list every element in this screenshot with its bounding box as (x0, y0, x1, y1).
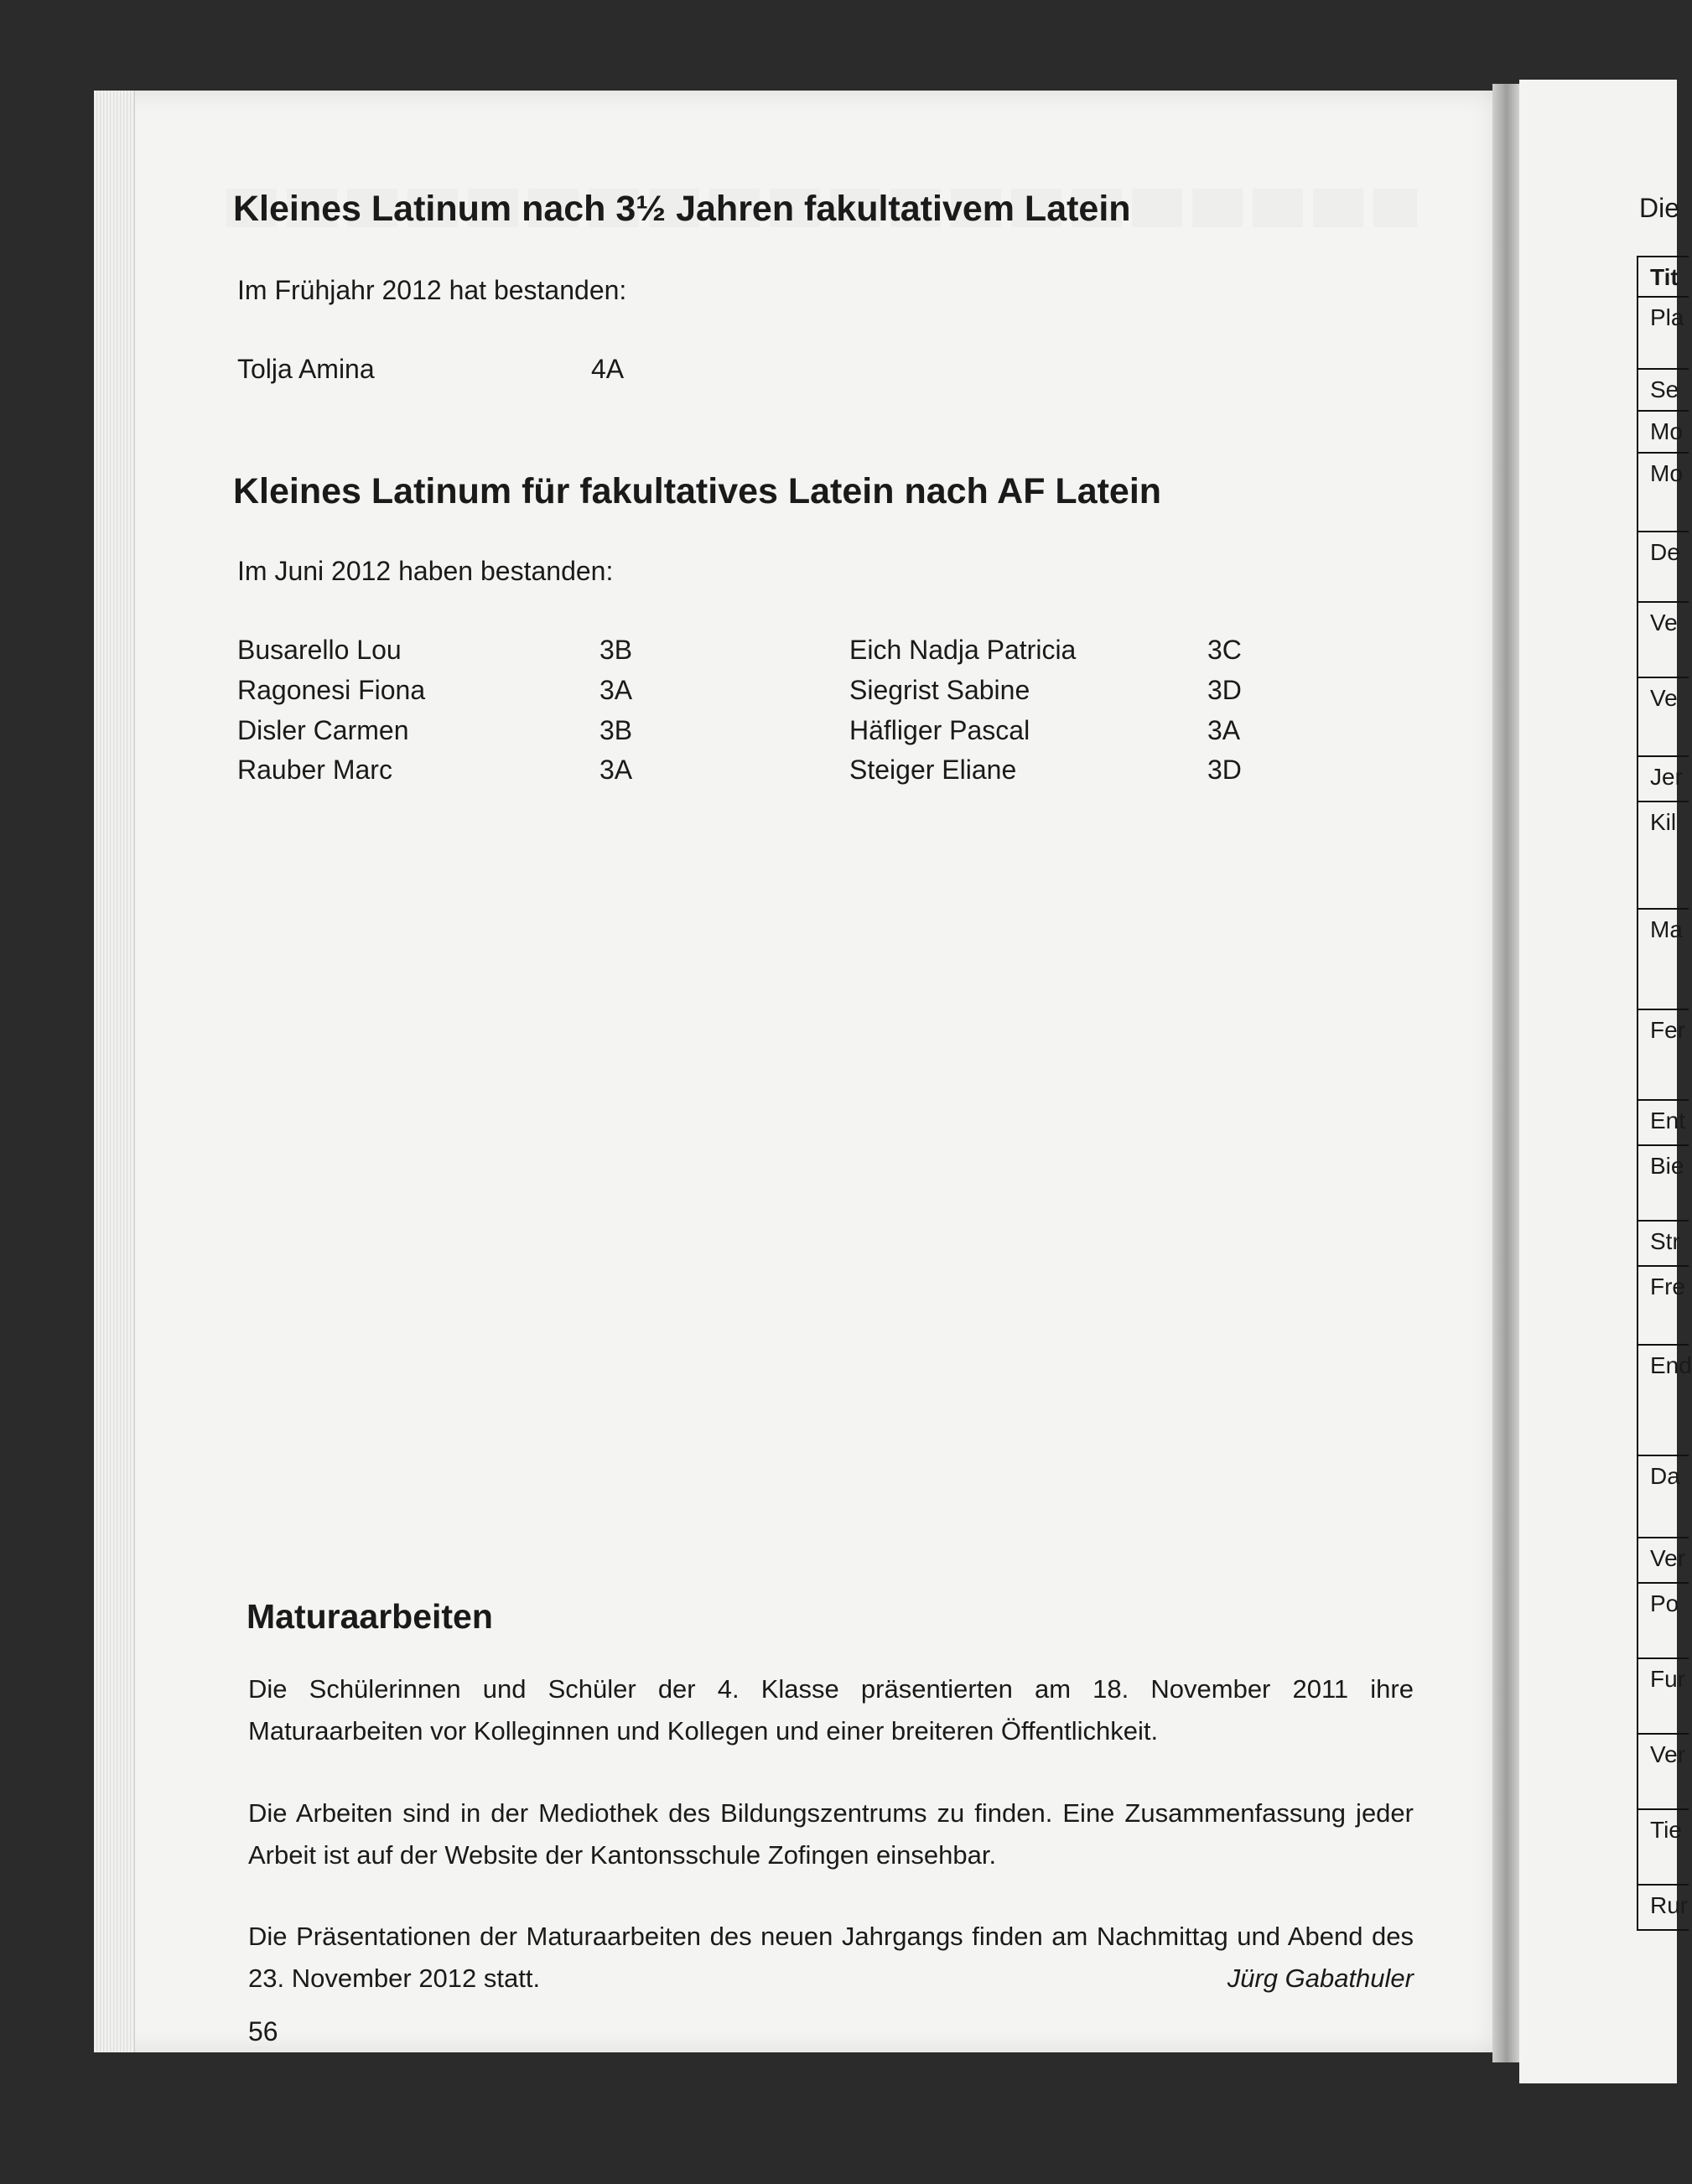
table-row: Se (1638, 368, 1689, 410)
student-name: Steiger Eliane (849, 755, 1017, 785)
table-row: Tit (1638, 256, 1689, 296)
table-row: Ver (1638, 1537, 1689, 1582)
table-row: Jer (1638, 755, 1689, 801)
table-row: Ve (1638, 677, 1689, 755)
student-name: Busarello Lou (237, 635, 402, 665)
student-name: Siegrist Sabine (849, 675, 1030, 705)
table-row: Str (1638, 1220, 1689, 1265)
table-row: Fre (1638, 1265, 1689, 1344)
student-class: 3B (599, 635, 633, 665)
student-name: Disler Carmen (237, 715, 409, 745)
student-name: Eich Nadja Patricia (849, 635, 1077, 665)
page-number: 56 (248, 2016, 278, 2047)
table-row: Kil (1638, 801, 1689, 908)
table-row: Po (1638, 1582, 1689, 1657)
paragraph-presentations: Die Schülerinnen und Schüler der 4. Klasse präsentierten am 18. November 2011 ihre Maturaarbeiten vor Kolleginnen und Kollegen und einer breiteren Öffentlichkeit. (248, 1674, 1414, 1746)
table-row: Ent (1638, 1099, 1689, 1144)
table-row: End (1638, 1344, 1689, 1455)
table-row: Mo (1638, 410, 1689, 452)
table-row: Bie (1638, 1144, 1689, 1220)
paragraph-mediothek: Die Arbeiten sind in der Mediothek des Bildungszentrums zu finden. Eine Zusammenfassung jeder Arbeit ist auf der Website der Kantonsschule Zofingen einsehbar. (248, 1798, 1414, 1870)
student-class: 3D (1207, 675, 1242, 705)
paragraph-next-year-text: Die Präsentationen der Maturaarbeiten des neuen Jahrgangs finden am Nachmittag und Abend des 23. November 2012 statt. (248, 1922, 1414, 1993)
student-class: 3A (1207, 715, 1241, 745)
student-class: 3C (1207, 635, 1242, 665)
right-page-heading: Die (1639, 193, 1680, 223)
table-row: Fer (1638, 1009, 1689, 1099)
table-row: Pla (1638, 296, 1689, 368)
student-name: Rauber Marc (237, 755, 392, 785)
student-class: 3A (599, 755, 633, 785)
table-row: Ma (1638, 908, 1689, 1009)
table-row: Tie (1638, 1808, 1689, 1884)
heading-kleines-latinum-af: Kleines Latinum für fakultatives Latein nach AF Latein (233, 471, 1162, 511)
student-name: Häfliger Pascal (849, 715, 1030, 745)
heading-kleines-latinum-3-5: Kleines Latinum nach 3½ Jahren fakultativem Latein (233, 189, 1131, 229)
student-name: Tolja Amina (237, 354, 375, 384)
student-name: Ragonesi Fiona (237, 675, 426, 705)
heading-maturaarbeiten: Maturaarbeiten (247, 1597, 493, 1636)
table-row: Ver (1638, 1733, 1689, 1808)
paragraph-next-year (248, 1916, 1414, 2000)
student-class: 3A (599, 675, 633, 705)
table-row: Mo (1638, 452, 1689, 531)
student-class: 3B (599, 715, 633, 745)
table-row: Ve (1638, 601, 1689, 677)
student-class: 4A (591, 354, 625, 384)
table-row: De (1638, 531, 1689, 601)
author-signature: Jürg Gabathuler (1227, 1964, 1414, 1993)
intro-june-2012: Im Juni 2012 haben bestanden: (237, 556, 614, 586)
table-row: Rur (1638, 1884, 1689, 1931)
table-row: Fur (1638, 1657, 1689, 1733)
student-class: 3D (1207, 755, 1242, 785)
table-row: Da (1638, 1455, 1689, 1537)
right-page-table (1637, 256, 1692, 1931)
intro-spring-2012: Im Frühjahr 2012 hat bestanden: (237, 275, 627, 305)
